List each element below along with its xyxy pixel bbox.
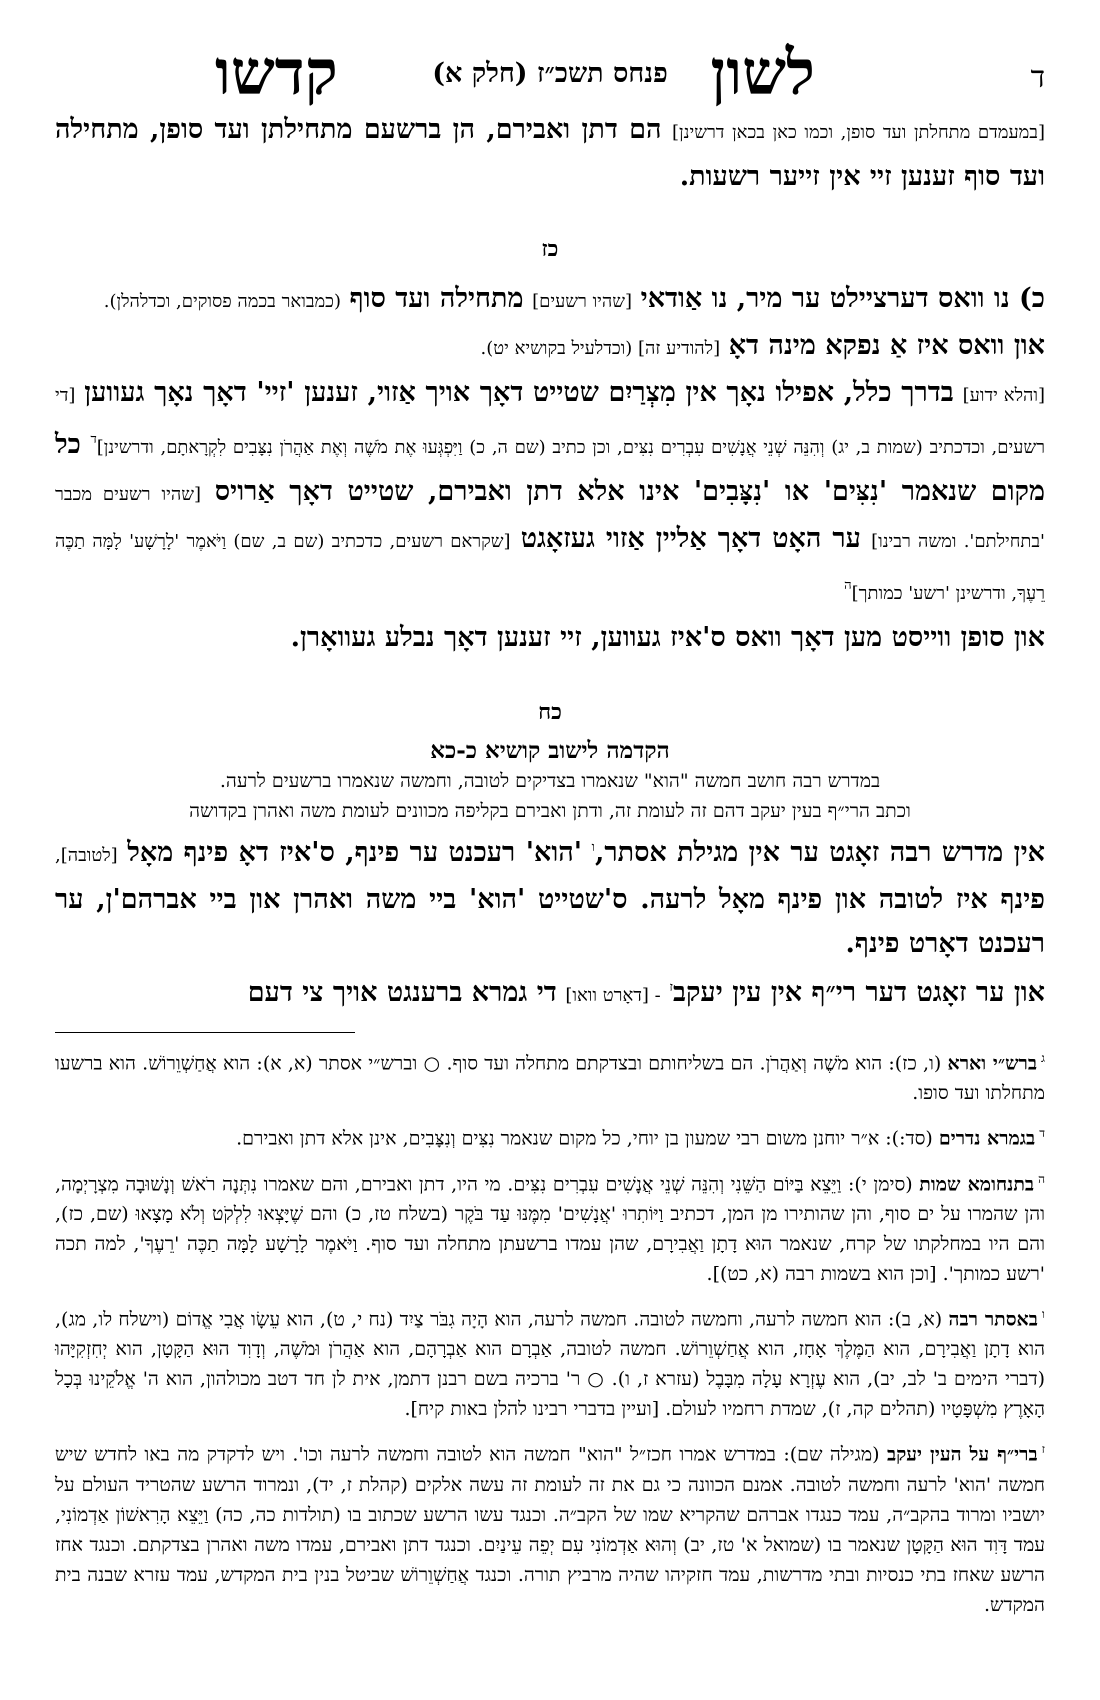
footnote-divider bbox=[55, 1032, 355, 1033]
bracket-text: [לטובה], bbox=[55, 845, 118, 866]
body-text: בדרך כלל, אפילו נאָך אין מִצְרַיִם שטייט דאָך אויך אַזוי, זענען 'זיי' דאָך נאָך געווען bbox=[84, 377, 954, 408]
running-subtitle: פנחס תשכ״ז (חלק א) bbox=[432, 58, 668, 89]
footnote-mark: ז bbox=[1041, 1442, 1045, 1457]
running-title-right: לשון bbox=[710, 36, 815, 109]
footnote-text: (מגילה שם): במדרש אמרו חכז״ל "הוא" חמשה הוא לטובה וחמשה לרעה וכו'. ויש לדקדק מה באו לחדש שיש חמשה 'הוא' לרעה וחמשה לטובה. אמנם הכוונה כי גם את זה לעומת זה עשה אלקים (קהלת ז, יד), ונמרוד הרשע שהטריד העולם על יושביו ומרוד בהקב״ה, עמד כנגדו אברהם שהקריא שמו של הקב״ה. וכנגד עשו הרשע שכתוב בו (תולדות כה, כה) וַיֵּצֵא הָרִאשׁוֹן אַדְמוֹנִי, עמד דָּוִד הוּא הַקָּטָן שנאמר בו (שמואל א' טז, יב) וְהוּא אַדְמוֹנִי עִם יְפֵה עֵינַיִם. וכנגד דתן ואבירם, עמדו משה ואהרן בצדקתם. וכנגד אחז הרשע שאחז בתי כנסיות ובתי מדרשות, עמד חזקיהו שהיה מרביץ תורה. וכנגד אֲחַשְׁוֵרוֹשׁ שביטל בנין בית המקדש, עמד עזרא שבנה בית המקדש. bbox=[55, 1443, 1045, 1616]
bracket-text: [שהיו רשעים מכבר 'בתחילתם'. ומשה רבינו] bbox=[55, 484, 1045, 552]
footnotes bbox=[55, 1043, 1045, 1620]
body-text: כל מקום שנאמר 'נִצִּים' או 'נִצָּבִים' אינו אלא דתן ואבירם, שטייט דאָך אַרויס bbox=[55, 429, 1045, 507]
footnote-lead: ברי״ף על העין יעקב bbox=[886, 1443, 1038, 1466]
body-text: און ער זאָגט דער רי״ף אין עין יעקב bbox=[672, 977, 1045, 1008]
footnote bbox=[55, 1118, 1045, 1153]
paragraph bbox=[55, 826, 1045, 966]
intro-body: הם דתן ואבירם, הן ברשעם מתחילתן ועד סופן, מתחילה ועד סוף זענען זיי אין זייער רשעות. bbox=[55, 114, 1045, 192]
bracket-text: - [דאָרט וואו] bbox=[565, 985, 661, 1006]
footnote-lead: בגמרא נדרים bbox=[938, 1127, 1036, 1150]
body-text: 'הוא' רעכנט ער פינף, ס'איז דאָ פינף מאָל bbox=[127, 837, 583, 868]
footnote-text: (ו, כז): הוא מֹשֶׁה וְאַהֲרֹן. הם בשליחותם ובצדקתם מתחלה ועד סוף. ○ וברש״י אסתר (א, א): הוא אֲחַשְׁוֵרוֹשׁ. הוא ברשעו מתחלתו ועד סופו. bbox=[55, 1052, 1045, 1105]
footnote-mark: ג bbox=[1041, 1051, 1045, 1065]
bracket-text: [והלא ידוע] bbox=[962, 385, 1045, 406]
footnote bbox=[55, 1164, 1045, 1289]
footnote-ref[interactable]: ד bbox=[90, 432, 97, 447]
footnote-mark: ה bbox=[1038, 1171, 1045, 1186]
bracket-text: (כמבואר בכמה פסוקים, וכדלהלן). bbox=[103, 291, 341, 312]
footnote bbox=[55, 1299, 1045, 1424]
body-text: ער האָט דאָך אַליין אַזוי געזאָגט bbox=[520, 523, 861, 554]
footnote-lead: באסתר רבה bbox=[948, 1308, 1038, 1331]
body-text: מתחילה ועד סוף bbox=[349, 283, 524, 314]
paragraph bbox=[55, 277, 1045, 324]
section-title: הקדמה לישוב קושיא כ-כא bbox=[430, 737, 670, 764]
bracket-text: [די רשעים, וכדכתיב (שמות ב, יג) וְהִנֵּה שְׁנֵי אֲנָשִׁים עִבְרִים נִצִּים, וכן כתיב (שם ה, כ) וַיִּפְגְּעוּ אֶת מֹשֶׁה וְאֶת אַהֲרֹן נִצָּבִים לִקְרָאתָם, ודרשינן] bbox=[55, 385, 1045, 458]
body-text: כ) נו וואס דערציילט ער מיר, נו אַודאי bbox=[640, 283, 1045, 314]
paragraph bbox=[55, 616, 1045, 660]
footnote-text: (סד:): א״ר יוחנן משום רבי שמעון בן יוחי, כל מקום שנאמר נִצִּים וְנִצָּבִים, אינן אלא דתן ואבירם. bbox=[236, 1127, 933, 1150]
page-header bbox=[55, 30, 1045, 108]
footnote-lead: ברש״י וארא bbox=[947, 1052, 1038, 1075]
section-number: כז bbox=[541, 236, 559, 262]
footnote-lead: בתנחומא שמות bbox=[919, 1172, 1035, 1195]
footnote-mark: ד bbox=[1039, 1126, 1045, 1141]
bracket-text: [להודיע זה] (וכדלעיל בקושיא יט). bbox=[480, 338, 721, 359]
footnote-ref[interactable]: ז bbox=[669, 980, 673, 995]
body-text: אין מדרש רבה זאָגט ער אין מגילת אסתר, bbox=[594, 837, 1045, 868]
bracket-text: [שהיו רשעים] bbox=[532, 291, 633, 312]
section-number: כח bbox=[538, 699, 562, 725]
section-summary-line: וכתב הרי״ף בעין יעקב דהם זה לעומת זה, ודתן ואבירם בקליפה מכוונים לעומת משה ואהרן בקדושה bbox=[189, 800, 911, 822]
running-title-left: קדשו bbox=[215, 36, 338, 109]
footnote bbox=[55, 1043, 1045, 1108]
paragraph bbox=[55, 371, 1045, 616]
intro-paragraph bbox=[55, 108, 1045, 199]
body-text: די גמרא ברענגט אויך צי דעם bbox=[247, 977, 557, 1008]
page-number: ד bbox=[1030, 60, 1045, 95]
paragraph bbox=[55, 324, 1045, 371]
footnote-ref[interactable]: ו bbox=[591, 840, 595, 855]
intro-bracket: [במעמדם מתחלתן ועד סופן, וכמו כאן בכאן דרשינן] bbox=[672, 122, 1045, 143]
footnote-ref[interactable]: ה bbox=[844, 578, 852, 593]
footnote-text: (סימן י): וַיֵּצֵא בַּיּוֹם הַשֵּׁנִי וְהִנֵּה שְׁנֵי אֲנָשִׁים עִבְרִים נִצִּים. מי היו, דתן ואבירם, והם שאמרו נִתְּנָה רֹאשׁ וְנָשׁוּבָה מִצְרָיְמָה, והן שהמרו על ים סוף, והן שהותירו מן המן, דכתיב וַיּוֹתִרוּ 'אֲנָשִׁים' מִמֶּנּוּ עַד בֹּקֶר (בשלח טז, כ) והם שֶׁיָּצְאוּ לִלְקֹט וְלֹא מָצָאוּ (שם, כז), והם היו במחלקתו של קרח, שנאמר הוּא דָתָן וַאֲבִירָם, שהן עמדו ברשעתן מתחלה ועד סוף. וַיֹּאמֶר לָרָשָׁע לָמָּה תַכֶּה 'רֵעֶךָ', למה תכה 'רשע כמותך'. [וכן הוא בשמות רבה (א, כט)]. bbox=[55, 1172, 1045, 1285]
body-text: פינף איז לטובה און פינף מאָל לרעה. ס'שטייט 'הוא' ביי משה ואהרן און ביי אברהם'ן, ער רעכנט דאָרט פינף. bbox=[55, 884, 1045, 959]
main-text bbox=[55, 108, 1045, 1018]
body-text: און וואס איז אַ נפקא מינה דאָ bbox=[728, 330, 1045, 361]
footnote-mark: ו bbox=[1041, 1306, 1045, 1321]
footnote-text: (א, ב): הוא חמשה לרעה, וחמשה לטובה. חמשה לרעה, הוא הָיָה גִבֹּר צַיִד (נח י, ט), הוא עֵשָׂו אֲבִי אֱדוֹם (וישלח לו, מג), הוא דָתָן וַאֲבִירָם, הוא הַמֶּלֶךְ אָחָז, הוא אֲחַשְׁוֵרוֹשׁ. חמשה לטובה, אַבְרָם הוא אַבְרָהָם, הוא אַהֲרֹן וּמֹשֶׁה, וְדָוִד הוּא הַקָּטָן, הוא יְחִזְקִיָּהוּ (דברי הימים ב' לב, יב), הוא עֶזְרָא עָלָה מִבָּבֶל (עזרא ז, ו). ○ ר' ברכיה בשם רבנן דתמן, אית לן חד דטב מכולהון, הוא ה' אֱלֹקֵינוּ בְּכָל הָאָרֶץ מִשְׁפָּטָיו (תהלים קה, ז), שמדת רחמיו לעולם. [ועיין בדברי רבינו להלן באות קיח]. bbox=[55, 1308, 1045, 1421]
body-text: און סופן ווייסט מען דאָך וואס ס'איז געווען, זיי זענען דאָך נבלע געוואָרן. bbox=[290, 622, 1045, 653]
paragraph bbox=[55, 966, 1045, 1018]
footnote bbox=[55, 1434, 1045, 1619]
bracket-text: [שקראם רשעים, כדכתיב (שם ב, שם) וַיֹּאמֶר 'לָרָשָׁע' לָמָּה תַכֶּה רֵעֶךָ, ודרשינן 'רשע' כמותך] bbox=[55, 531, 1045, 604]
section-summary-line: במדרש רבה חושב חמשה "הוא" שנאמרו בצדיקים לטובה, וחמשה שנאמרו ברשעים לרעה. bbox=[219, 770, 881, 792]
